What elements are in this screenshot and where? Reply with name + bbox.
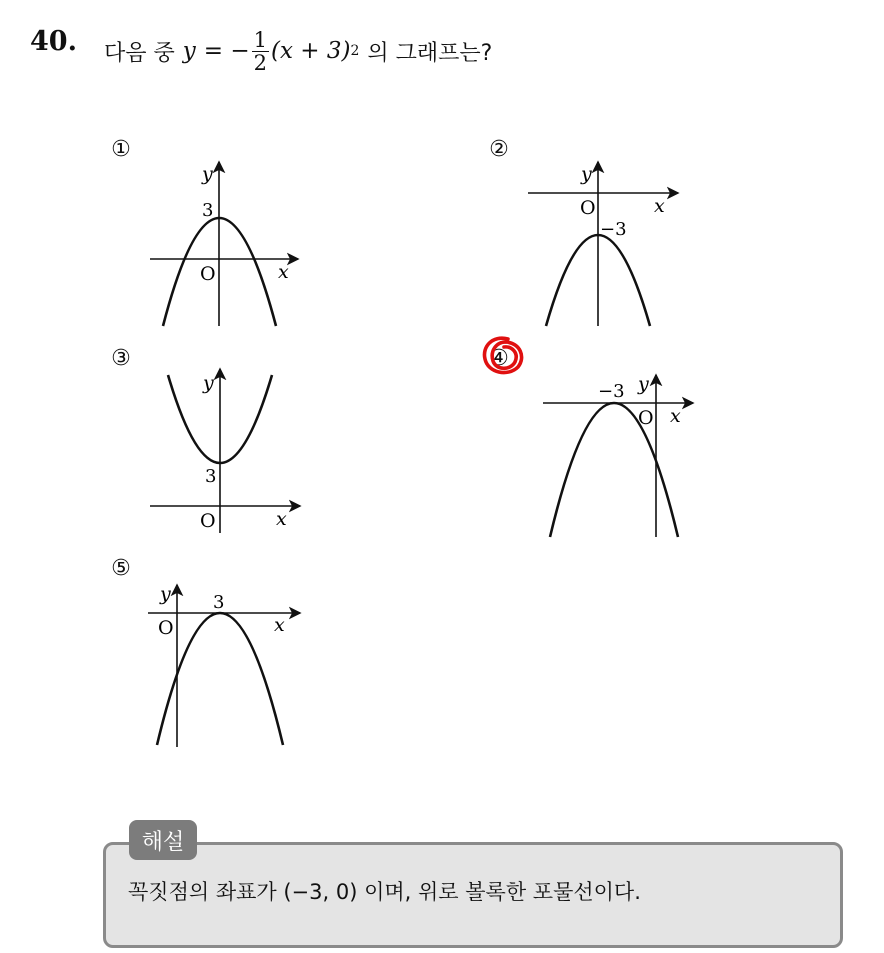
option-2-x-label: x — [654, 195, 665, 217]
option-1-x-label: x — [278, 261, 289, 283]
option-5-x-label: x — [274, 614, 285, 636]
option-2-y-label: y — [581, 163, 592, 185]
question-suffix: 의 그래프는? — [367, 40, 493, 66]
equation-sign: = − — [203, 38, 250, 64]
option-1-graph — [110, 138, 310, 333]
option-5-y-label: y — [160, 583, 171, 605]
option-5-label: ⑤ — [111, 555, 131, 581]
equation-lhs: y — [182, 38, 196, 64]
option-4-label: ④ — [489, 345, 509, 371]
option-1-y-label: y — [202, 163, 213, 185]
question-header — [30, 22, 850, 82]
option-4-parabola — [550, 403, 678, 537]
option-5-parabola — [157, 613, 283, 745]
option-3-label: ③ — [111, 345, 131, 371]
option-3[interactable] — [110, 345, 310, 540]
option-4-value-label: −3 — [598, 381, 625, 402]
option-4-x-label: x — [670, 405, 681, 427]
solution-tag: 해설 — [129, 820, 197, 860]
option-1-value-label: 3 — [202, 200, 214, 221]
option-3-value-label: 3 — [205, 466, 217, 487]
option-3-origin: O — [200, 510, 216, 532]
option-2-origin: O — [580, 197, 596, 219]
fraction-numerator: 1 — [253, 27, 267, 52]
option-2[interactable] — [488, 138, 688, 333]
equation-exponent: 2 — [350, 43, 360, 59]
option-1-origin: O — [200, 263, 216, 285]
option-3-graph — [110, 345, 310, 540]
option-5-graph — [110, 555, 310, 750]
option-3-x-label: x — [276, 508, 287, 530]
fraction-denominator: 2 — [253, 50, 267, 75]
equation-fraction — [252, 29, 269, 74]
option-4-origin: O — [638, 407, 654, 429]
question-text — [104, 22, 492, 80]
option-4-y-label: y — [638, 373, 649, 395]
question-prefix: 다음 중 — [104, 40, 175, 66]
option-1[interactable] — [110, 138, 310, 333]
option-5[interactable] — [110, 555, 310, 750]
option-2-label: ② — [489, 136, 509, 162]
option-2-graph — [488, 138, 688, 333]
option-1-label: ① — [111, 136, 131, 162]
solution-text: 꼭짓점의 좌표가 (−3, 0) 이며, 위로 볼록한 포물선이다. — [128, 880, 641, 904]
answer-mark — [478, 333, 528, 381]
option-5-origin: O — [158, 617, 174, 639]
option-5-value-label: 3 — [213, 592, 225, 613]
question-number: 40. — [30, 26, 77, 57]
option-2-value-label: −3 — [600, 219, 627, 240]
option-3-y-label: y — [203, 372, 214, 394]
equation-body: (x + 3) — [270, 38, 351, 64]
